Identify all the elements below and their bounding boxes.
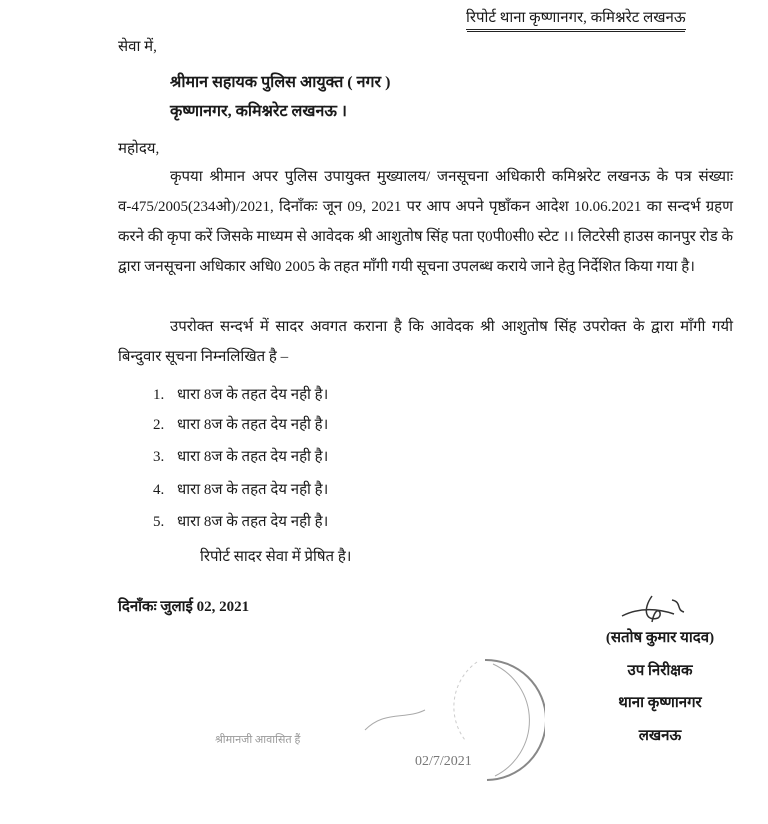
list-item <box>153 384 328 404</box>
report-header: रिपोर्ट थाना कृष्णानगर, कमिश्नरेट लखनऊ <box>466 7 686 30</box>
paragraph-2 <box>118 312 733 372</box>
signatory-city: लखनऊ <box>638 728 682 744</box>
list-item <box>153 479 328 499</box>
signatory-name: (सतोष कुमार यादव) <box>605 630 715 646</box>
list-item <box>153 414 328 434</box>
list-text: धारा 8ज के तहत देय नही है। <box>177 387 329 403</box>
list-text: धारा 8ज के तहत देय नही है। <box>177 482 329 498</box>
list-text: धारा 8ज के तहत देय नही है। <box>177 449 329 465</box>
list-number: 5. <box>153 514 165 530</box>
office-stamp <box>215 650 545 800</box>
paragraph-1-text: कृपया श्रीमान अपर पुलिस उपायुक्त मुख्यालय/ जनसूचना अधिकारी कमिश्नरेट लखनऊ के पत्र संख्याः व-475/2005(234ओ)/2021, दिनाँकः जून 09, 2021 पर आप अपने पृष्ठाँकन आदेश 10.06.2021 का सन्दर्भ ग्रहण करने की कृपा करें जिसके माध्यम से आवेदक श्री आशुतोष सिंह पता ए0पी0सी0 स्टेट ।। लिटरेसी हाउस कानपुर रोड के द्वारा जनसूचना अधिकार अधि0 2005 के तहत माँगी गयी सूचना उपलब्ध कराये जाने हेतु निर्देशित किया गया है। <box>118 169 733 275</box>
stamp-seal-icon <box>215 650 545 800</box>
list-number: 1. <box>153 387 165 403</box>
list-item <box>153 511 328 531</box>
list-number: 3. <box>153 449 165 465</box>
stamp-text: श्रीमानजी आवासित हैं <box>215 734 301 746</box>
list-number: 2. <box>153 417 165 433</box>
list-item <box>153 446 328 466</box>
addressee-line-2: कृष्णानगर, कमिश्नरेट लखनऊ । <box>170 103 347 120</box>
signatory-designation: उप निरीक्षक <box>627 663 693 679</box>
letter-date: दिनाँकः जुलाई 02, 2021 <box>118 599 250 615</box>
stamp-date: 02/7/2021 <box>415 754 472 769</box>
list-text: धारा 8ज के तहत देय नही है। <box>177 514 329 530</box>
paragraph-2-text: उपरोक्त सन्दर्भ में सादर अवगत कराना है कि आवेदक श्री आशुतोष सिंह उपरोक्त के द्वारा माँगी गयी बिन्दुवार सूचना निम्नलिखित है – <box>118 319 733 365</box>
greeting: महोदय, <box>118 141 160 157</box>
list-text: धारा 8ज के तहत देय नही है। <box>177 417 329 433</box>
paragraph-1 <box>118 162 733 282</box>
salutation-to: सेवा में, <box>118 39 157 55</box>
closing-line: रिपोर्ट सादर सेवा में प्रेषित है। <box>200 549 352 565</box>
list-number: 4. <box>153 482 165 498</box>
addressee-line-1: श्रीमान सहायक पुलिस आयुक्त ( नगर ) <box>170 74 391 91</box>
signatory-station: थाना कृष्णानगर <box>618 695 702 711</box>
signature-icon <box>612 592 692 628</box>
